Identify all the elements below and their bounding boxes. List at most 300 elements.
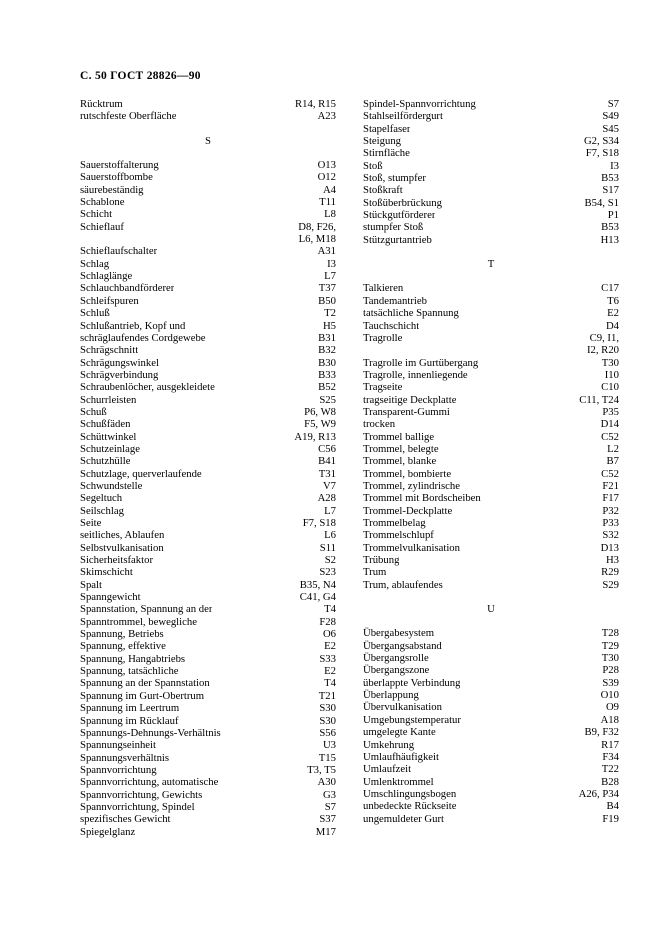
index-entry [80,727,336,739]
index-entry [363,406,619,418]
entry-term: Übergangsabstand [363,639,442,652]
entry-term: Spannvorrichtung, Gewichts [80,788,203,801]
entry-term: Übergabesystem [363,627,435,640]
entry-term: Trommelvulkanisation [363,541,460,554]
index-entry [80,468,336,480]
entry-term: Segeltuch [80,492,123,505]
entry-code: B52 [318,381,336,394]
index-entry [80,406,336,418]
index-entry [363,381,619,393]
index-entry [363,776,619,788]
entry-code: G3 [322,788,336,801]
entry-term: Spannung, Betriebs [80,628,164,641]
index-entry [80,357,336,369]
entry-term: Sicherheitsfaktor [80,554,154,567]
entry-term: Umlaufhäufigkeit [363,750,439,763]
entry-code: B53 [601,172,619,185]
index-entry [363,160,619,172]
section-letter: T [487,258,495,271]
entry-term: Steigung [363,135,402,148]
entry-term: Tragrolle [363,331,403,344]
entry-code: O10 [600,689,619,702]
index-entry [80,245,336,257]
entry-term: Spiegelglanz [80,825,136,838]
entry-term: tragseitige Deckplatte [363,393,457,406]
index-entry [363,221,619,233]
entry-term: ungemuldeter Gurt [363,812,445,825]
entry-term: Umschlingungsbogen [363,787,457,800]
entry-code: B33 [318,368,336,381]
entry-code: F5, W9 [304,418,336,431]
entry-code: S30 [319,714,336,727]
index-entry [363,418,619,430]
entry-term: Umlenktrommel [363,775,434,788]
entry-term: Spannung im Leertrum [80,702,180,715]
entry-term: stumpfer Stoß [363,221,424,234]
entry-code: P35 [602,405,619,418]
entry-term: rutschfeste Oberfläche [80,110,177,123]
index-entry [363,468,619,480]
index-entry [363,135,619,147]
entry-code: T22 [601,763,619,776]
entry-term: Schüttwinkel [80,430,137,443]
index-entry [80,677,336,689]
entry-term: Trommel ballige [363,430,435,443]
entry-term: Schluß [80,307,110,320]
entry-code: C41, G4 [299,591,336,604]
entry-code: S45 [602,122,619,135]
entry-term: Spannung, effektive [80,640,166,653]
entry-code: L8 [324,208,336,221]
entry-code: A4 [322,183,336,196]
entry-code: A30 [317,776,336,789]
entry-term: Transparent-Gummi [363,405,450,418]
index-entry [80,752,336,764]
entry-code: F19 [602,812,619,825]
entry-term: Übervulkanisation [363,701,442,714]
index-entry [363,320,619,332]
entry-code: V7 [322,479,336,492]
entry-term: Schrägungswinkel [80,356,159,369]
entry-term: Spannvorrichtung, automatische [80,776,219,789]
entry-term: Stückgutförderer [363,209,436,222]
index-entry [80,480,336,492]
index-entry [363,763,619,775]
index-entry [80,554,336,566]
entry-code: B54, S1 [584,196,619,209]
entry-term: Schrägschnitt [80,344,139,357]
entry-code: A18 [600,713,619,726]
entry-term: Stoßkraft [363,184,403,197]
entry-code: B32 [318,344,336,357]
index-entry [80,702,336,714]
index-entry [363,147,619,159]
entry-term: spezifisches Gewicht [80,813,171,826]
entry-code: C10 [601,381,619,394]
entry-code: H13 [600,233,619,246]
entry-term: Rücktrum [80,98,123,110]
index-entry [363,431,619,443]
entry-code: F17 [602,492,619,505]
entry-term: Trommelschlupf [363,529,434,542]
entry-term: Seite [80,517,102,529]
entry-term: Selbstvulkanisation [80,541,164,554]
entry-code: S49 [602,110,619,123]
entry-code: L2 [607,442,619,455]
entry-term: Schleifspuren [80,294,139,307]
entry-code: A31 [317,245,336,258]
index-entry [80,776,336,788]
entry-term: Schrägverbindung [80,368,159,381]
entry-term: Trübung [363,554,400,567]
entry-term: schräglaufendes Cordgewebe [80,331,206,344]
index-entry [80,221,336,233]
entry-code: C52 [601,467,619,480]
index-columns [80,98,619,838]
index-entry [363,529,619,541]
index-entry [80,801,336,813]
entry-code: B53 [601,221,619,234]
entry-term: Spannungsverhältnis [80,751,170,764]
index-entry [363,480,619,492]
entry-term: Umlaufzeit [363,763,412,776]
entry-code: F28 [319,615,336,628]
entry-term: Skimschicht [80,566,133,579]
entry-code: A28 [317,492,336,505]
entry-code: U3 [322,739,336,752]
entry-term: Schurrleisten [80,393,137,406]
entry-term: Trommelbelag [363,517,426,529]
entry-term: Stützgurtantrieb [363,233,432,246]
entry-term: unbedeckte Rückseite [363,800,457,813]
entry-code: P6, W8 [304,405,336,418]
index-entry [363,455,619,467]
index-entry [363,640,619,652]
index-entry [363,627,619,639]
index-entry [363,579,619,591]
entry-term: Sauerstoffalterung [80,159,159,172]
index-entry [80,813,336,825]
index-entry [80,196,336,208]
entry-term: Schuß [80,405,107,418]
entry-term: Übergangszone [363,664,430,677]
entry-code: O9 [605,701,619,714]
entry-code: G2, S34 [583,135,619,148]
entry-code: S39 [602,676,619,689]
index-entry [80,98,336,110]
entry-term: Schlauchbandförderer [80,282,175,295]
entry-term: Tauchschicht [363,319,420,332]
entry-code: A23 [317,110,336,123]
index-entry [80,270,336,282]
entry-code: T3, T5 [307,763,336,776]
entry-code: T11 [319,196,336,209]
entry-code: C56 [318,442,336,455]
entry-code: T15 [318,751,336,764]
entry-code: S25 [319,393,336,406]
entry-code: O6 [322,628,336,641]
index-entry [80,492,336,504]
entry-term: Trommel, bombierte [363,467,452,480]
entry-code: R14, R15 [295,98,336,110]
index-entry [80,764,336,776]
entry-term: Stoß, stumpfer [363,172,426,185]
entry-code: C17 [601,282,619,295]
page-header: С. 50 ГОСТ 28826—90 [80,70,201,82]
index-entry [80,826,336,838]
index-entry [363,110,619,122]
index-entry [363,443,619,455]
entry-term: Stoß [363,159,383,172]
entry-code: B50 [318,294,336,307]
entry-term: Talkieren [363,282,404,295]
index-entry [80,653,336,665]
index-entry [80,603,336,615]
index-entry [80,295,336,307]
index-entry [363,652,619,664]
entry-term: trocken [363,418,396,431]
index-entry [80,640,336,652]
index-entry [80,443,336,455]
entry-code: D8, F26, [298,220,336,233]
entry-code: F7, S18 [302,517,336,529]
entry-term: Schußfäden [80,418,131,431]
entry-code: P1 [607,209,619,222]
entry-term: Trum [363,566,387,579]
entry-term: Trommel, belegte [363,442,439,455]
index-entry [363,788,619,800]
entry-term: Spanntrommel, bewegliche [80,615,197,628]
index-entry [80,381,336,393]
index-entry [80,529,336,541]
entry-term: Schlußantrieb, Kopf und [80,319,186,332]
entry-code: M17 [315,825,336,838]
entry-term: Tragrolle, innenliegende [363,368,468,381]
entry-term: Tragrolle im Gurtübergang [363,356,479,369]
index-entry [363,369,619,381]
entry-code: L6 [324,529,336,542]
index-entry [80,789,336,801]
index-entry [363,344,619,356]
entry-term: überlappte Verbindung [363,676,461,689]
entry-code: E2 [324,640,336,653]
entry-code: F7, S18 [585,147,619,160]
entry-term: Schieflauf [80,220,124,233]
entry-term: Tragseite [363,381,403,394]
index-entry [80,455,336,467]
index-entry [363,492,619,504]
index-entry [363,209,619,221]
entry-code: T30 [601,356,619,369]
index-entry [363,394,619,406]
index-entry [80,332,336,344]
entry-code: D14 [600,418,619,431]
entry-term: Spanngewicht [80,591,141,604]
entry-term: Schwundstelle [80,479,143,492]
entry-code: B9, F32 [584,726,619,739]
entry-code: I2, R20 [586,344,619,357]
entry-code: F21 [602,479,619,492]
entry-code: C9, I1, [589,331,619,344]
entry-term: Spannungseinheit [80,739,156,752]
index-entry [363,800,619,812]
index-entry [363,689,619,701]
index-entry [363,664,619,676]
entry-code: D13 [600,541,619,554]
entry-code: B28 [601,775,619,788]
entry-term: Trommel mit Bordscheiben [363,492,481,505]
index-entry [363,739,619,751]
index-entry [363,282,619,294]
entry-code: S11 [319,541,336,554]
index-entry [80,566,336,578]
entry-term: Schlaglänge [80,270,133,283]
entry-code: L6, M18 [298,233,336,246]
entry-code: B30 [318,356,336,369]
index-entry [363,234,619,246]
entry-code: B7 [606,455,619,468]
entry-term: Tandemantrieb [363,294,427,307]
entry-term: Stirnfläche [363,147,410,160]
index-entry [363,332,619,344]
entry-code: I3 [610,159,619,172]
index-entry [80,233,336,245]
entry-term: Spannvorrichtung, Spindel [80,800,195,813]
index-entry [80,171,336,183]
entry-code: P28 [602,664,619,677]
index-entry [363,505,619,517]
index-entry [363,701,619,713]
index-entry [80,739,336,751]
entry-term: Spannstation, Spannung an der [80,603,213,616]
index-column-right [363,98,619,838]
entry-term: Stapelfaser [363,122,411,135]
index-entry [80,159,336,171]
index-entry [363,295,619,307]
entry-code: R29 [601,566,619,579]
entry-code: B41 [318,455,336,468]
entry-code: S30 [319,702,336,715]
entry-code: S33 [319,652,336,665]
entry-code: S7 [324,800,336,813]
entry-term: Schraubenlöcher, ausgekleidete [80,381,215,394]
entry-code: T4 [324,603,336,616]
index-entry [80,258,336,270]
index-entry [363,357,619,369]
entry-term: Spannung im Rücklauf [80,714,179,727]
index-entry [80,517,336,529]
entry-code: L7 [324,270,336,283]
entry-term: Spannungs-Dehnungs-Verhältnis [80,726,221,739]
index-entry [363,813,619,825]
index-entry [363,677,619,689]
entry-code: B31 [318,331,336,344]
entry-code: S7 [607,98,619,110]
index-entry [80,208,336,220]
entry-code: T4 [324,677,336,690]
entry-term: Stoßüberbrückung [363,196,442,209]
entry-code: S37 [319,813,336,826]
index-entry [80,110,336,122]
entry-code: P32 [602,504,619,517]
entry-code: T31 [318,467,336,480]
entry-term: Spannung im Gurt-Obertrum [80,689,205,702]
index-entry [80,184,336,196]
entry-code: E2 [324,665,336,678]
entry-term: Umkehrung [363,738,415,751]
index-entry [363,197,619,209]
index-entry [363,566,619,578]
entry-term: tatsächliche Spannung [363,307,459,320]
entry-code: D4 [605,319,619,332]
index-entry [363,542,619,554]
index-entry [363,714,619,726]
index-entry [363,307,619,319]
index-entry [80,282,336,294]
entry-code: F34 [602,750,619,763]
entry-code: T30 [601,652,619,665]
entry-code: T29 [601,639,619,652]
index-entry [80,307,336,319]
index-entry [80,431,336,443]
entry-term: Schablone [80,196,125,209]
index-entry [363,98,619,110]
entry-code: A26, P34 [578,787,619,800]
entry-code: R17 [601,738,619,751]
index-entry [80,665,336,677]
section-letter: U [487,603,495,616]
index-entry [80,418,336,430]
entry-code: I3 [327,257,336,270]
index-entry [363,184,619,196]
index-entry [363,554,619,566]
entry-term: Schutzhülle [80,455,131,468]
entry-code: O13 [317,159,336,172]
entry-code: S23 [319,566,336,579]
entry-term: Schicht [80,208,113,221]
section-letter: S [205,134,211,147]
entry-term: säurebeständig [80,183,144,196]
index-entry [80,394,336,406]
entry-term: Trommel, zylindrische [363,479,460,492]
index-entry [80,369,336,381]
index-entry [363,517,619,529]
index-entry [80,628,336,640]
entry-term: Überlappung [363,689,419,702]
index-entry [80,579,336,591]
index-entry [363,172,619,184]
entry-term: Sauerstoffbombe [80,171,153,184]
entry-code: T6 [607,294,619,307]
entry-code: I10 [604,368,619,381]
entry-term: Trum, ablaufendes [363,578,443,591]
entry-term: Schutzeinlage [80,442,140,455]
index-entry [363,123,619,135]
entry-term: Spannung, tatsächliche [80,665,179,678]
entry-term: umgelegte Kante [363,726,436,739]
entry-term: Umgebungstemperatur [363,713,461,726]
entry-term: Schlag [80,257,110,270]
entry-code: C11, T24 [579,393,619,406]
entry-code: T37 [318,282,336,295]
index-column-left [80,98,336,838]
entry-code: P33 [602,517,619,529]
index-entry [80,320,336,332]
entry-code: S56 [319,726,336,739]
entry-term: Trommel-Deckplatte [363,504,453,517]
entry-code: B4 [606,800,619,813]
index-entry [80,690,336,702]
